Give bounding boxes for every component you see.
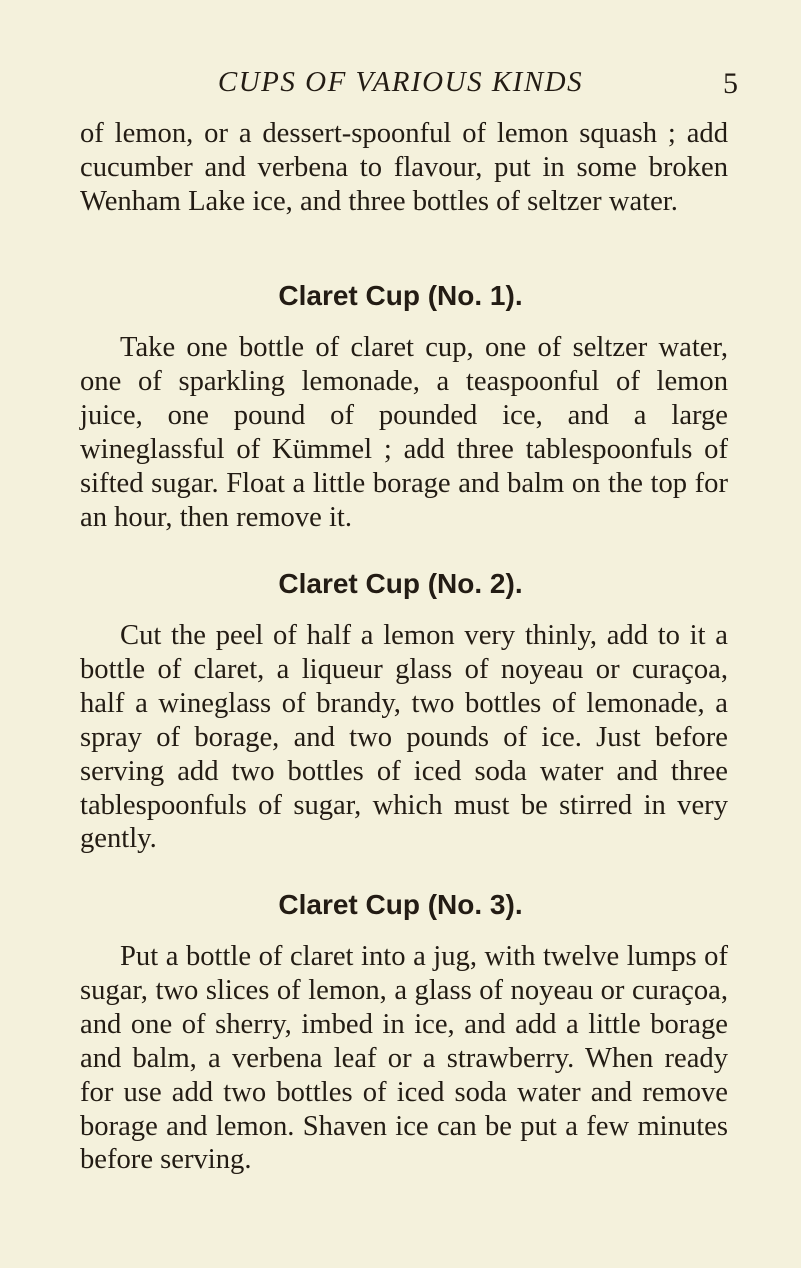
recipe-body-claret-cup-1: Take one bottle of claret cup, one of seltzer water, one of sparkling lemonade, a teaspoonful of lemon juice, one pound of pounded ice, and a large wineglassful of Kümmel ; add three tablespoonfuls of sifted sugar. Float a little borage and balm on the top for an hour, then remove it. (80, 332, 728, 533)
running-title: CUPS OF VARIOUS KINDS (217, 66, 584, 98)
recipe-body-claret-cup-2: Cut the peel of half a lemon very thinly, add to it a bottle of claret, a liqueur glass of noyeau or curaçoa, half a wineglass of brandy, two bottles of lemonade, a spray of borage, and two pounds of ice. Just before serving add two bottles of iced soda water and three tablespoonfuls of sugar, which must be stirred in very gently. (80, 620, 728, 855)
running-head (0, 66, 801, 106)
recipe-body-claret-cup-3: Put a bottle of claret into a jug, with twelve lumps of sugar, two slices of lemon, a glass of noyeau or curaçoa, and one of sherry, imbed in ice, and add a little borage and balm, a verbena leaf or a strawberry. When ready for use add two bottles of iced soda water and remove borage and lemon. Shaven ice can be put a few minutes before serving. (80, 941, 728, 1176)
recipe-heading-claret-cup-2: Claret Cup (No. 2). (278, 568, 523, 599)
page-number: 5 (723, 67, 738, 100)
continuation-paragraph: of lemon, or a dessert-spoonful of lemon squash ; add cucumber and verbena to flavour, put in some broken Wenham Lake ice, and three bottles of seltzer water. (80, 118, 728, 217)
recipe-heading-claret-cup-1: Claret Cup (No. 1). (278, 280, 523, 311)
recipe-heading-claret-cup-3: Claret Cup (No. 3). (278, 889, 523, 920)
